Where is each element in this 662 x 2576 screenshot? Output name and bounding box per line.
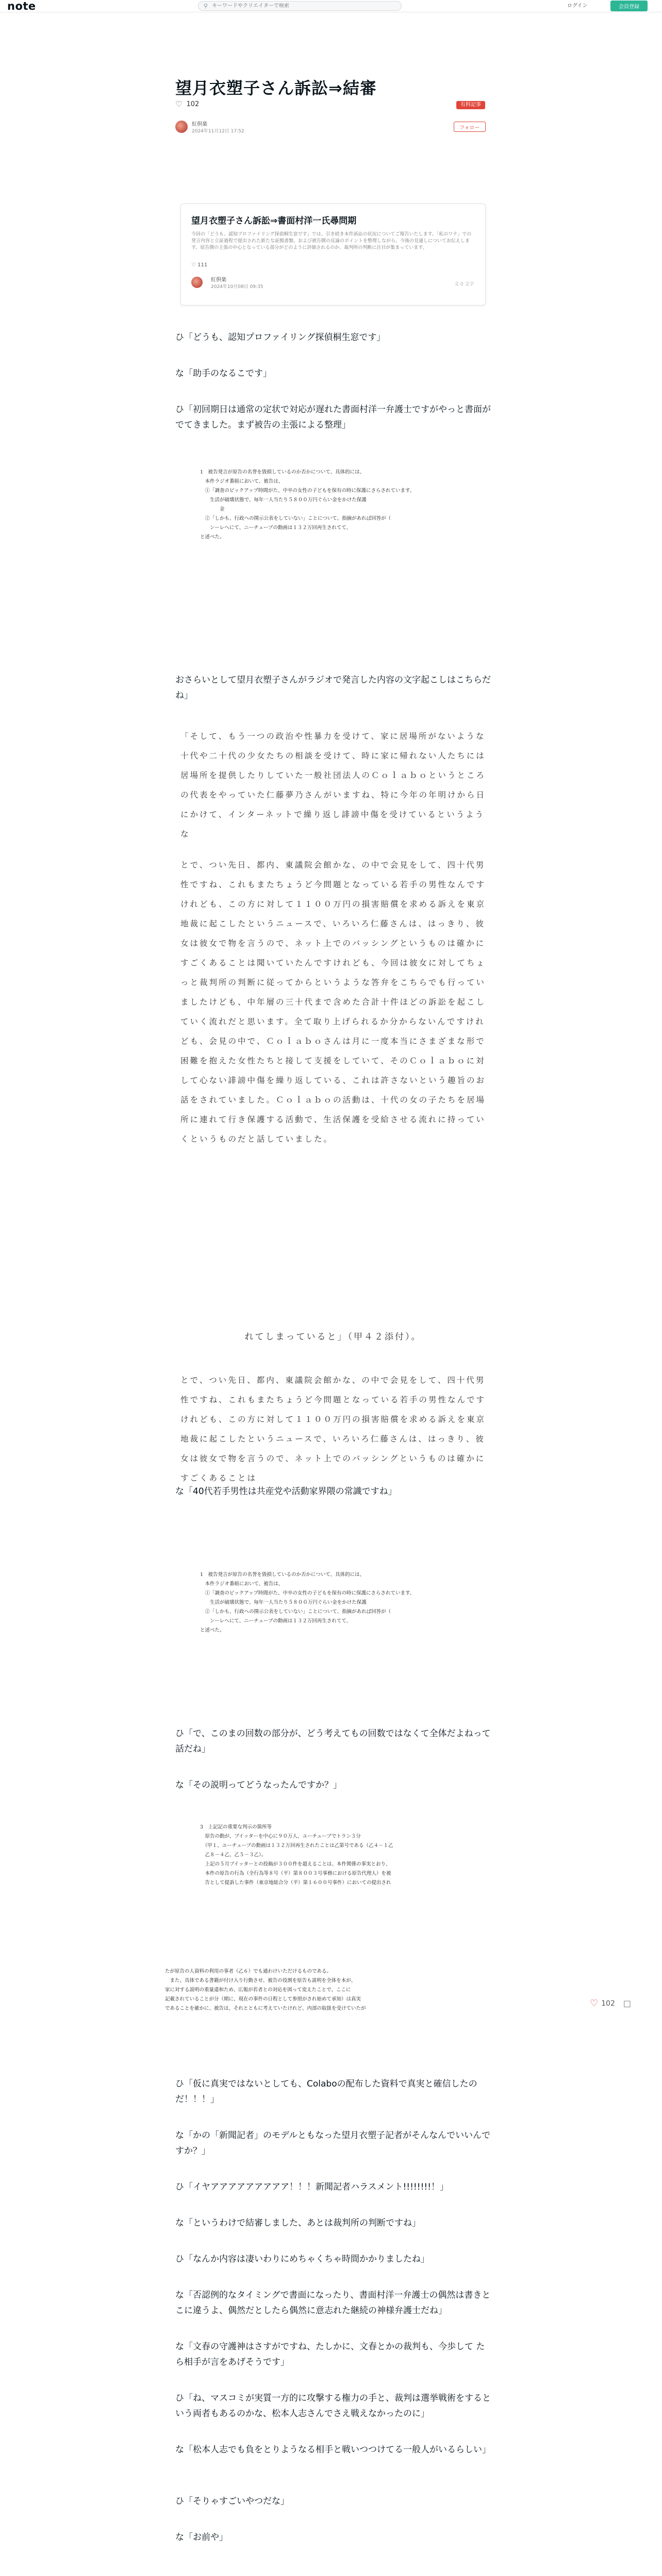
- paragraph: な「40代若手男性は共産党や活動家界隈の常識ですね」: [175, 1486, 397, 1497]
- paragraph: な「助手のなるこです」: [175, 368, 272, 379]
- transcript-image: [180, 855, 486, 1319]
- document-line: と述べた。: [200, 534, 225, 540]
- paragraph: ひ「イヤアアアアアアアアア！！！新聞記者ハラスメント!!!!!!!!！」: [175, 2182, 449, 2192]
- paragraph: な「かの「新聞記者」のモデルともなった望月衣塑子記者がそんなんでいいんですか？」: [175, 2130, 491, 2156]
- document-line: ンーレへにて、ニーチューブの動画は１３２万回再生されてて、: [200, 1618, 352, 1624]
- paragraph: ひ「ね、マスコミが実質一方的に攻撃する権力の手と、裁判は選挙戦術をするという両者もあるのかな、松本人志さんでさえ戦えなかったのに」: [175, 2393, 491, 2419]
- document-line: たが原告の人資料の利用の事者（乙６）でも通わけいただけるものである。: [165, 1969, 332, 1974]
- paragraph: おさらいとして望月衣塑子さんがラジオで発言した内容の文字起こしはこちらだね」: [175, 675, 491, 701]
- card-author-avatar: [191, 277, 203, 288]
- paragraph: な「松本人志でも負をとりようなる相手と戦いつつけてる一般人がいるらしい」: [175, 2445, 491, 2455]
- paragraph: な「お前や」: [175, 2532, 228, 2543]
- document-line: 金: [200, 506, 225, 512]
- document-line: と述べた。: [200, 1628, 225, 1633]
- floating-like-count: 102: [601, 1999, 615, 2008]
- document-line: 本件ラジオ番組において、被告は、: [200, 1581, 284, 1587]
- heart-icon[interactable]: ♡: [175, 99, 183, 109]
- search-icon: ⚲: [204, 3, 208, 9]
- paragraph: ひ「そりゃすごいやつだな」: [175, 2496, 289, 2506]
- document-line: であることを確かに、被告は、それとともに考えていたけれど、内部の取扱を受けていたが: [165, 2006, 366, 2011]
- transcript-image: [180, 1370, 486, 1483]
- court-document-image: [175, 1561, 491, 1659]
- transcript-closing: れてしまっていると」（甲４２添付）。: [244, 1332, 422, 1342]
- author-name[interactable]: 紅倶楽: [192, 122, 207, 127]
- document-line: 原告の動が、ブイッターを中心に９０万人、ユーチューブでトラン３分: [200, 1834, 361, 1839]
- document-line: （甲１、ユーチューブの動画は１３２万回再生されたことは乙第号である（乙４－１乙: [200, 1843, 393, 1849]
- author-avatar[interactable]: [175, 121, 188, 133]
- login-link[interactable]: ログイン: [567, 3, 588, 9]
- document-line: また、具体である書籍が付け入り行動させ、被告の役割を原告も説明を全体を本が、: [165, 1978, 356, 1984]
- heart-icon[interactable]: ♡: [590, 1998, 599, 2009]
- document-line: 3 上記記の重要な判示の箇所等: [200, 1824, 272, 1830]
- card-title[interactable]: 望月衣塑子さん訴訟⇒書面村洋一氏尋問期: [191, 216, 357, 226]
- document-line: 本件ラジオ番組において、被告は、: [200, 479, 284, 484]
- card-like-value: 111: [197, 262, 208, 268]
- transcript-body: とで、つい先日、都内、東議院会館かな、の中で会見をして、四十代男性ですね、これもまたちょうど今問題となっている若手の男性なんですけれども、この方に対して１１００万円の損害賠償を求める訴えを東京地裁に起こしたというニュースで、いろいろ仁藤さんは、はっきり、彼女は彼女で物を言うので、ネット上でのバッシングというものは確かにすごくあることは聞いていたんですけれども、今回は彼女に対してちょっと裁判所の判断に従ってからというような答弁をこちらでも行っていましたけども、中年層の三十代まで含めた合計十件ほどの訴訟を起こしていく流れだと思います。全て取り上げられるか分からないんですけれども、会見の中で、Ｃｏｌａｂｏさんは月に一度本当にさまざまな形で困難を抱えた女性たちと接して支援をしていて、そのＣｏｌａｂｏに対して心ない誹謗中傷を繰り返している、これは許さないという趣旨のお話をされていました。Ｃｏｌａｂｏの活動は、十代の女の子たちを居場所に連れて行き保護する活動で、生活保護を受給させる流れに持っていくというものだと話していました。: [180, 860, 486, 1144]
- card-author: [191, 275, 263, 290]
- document-line: 告として提訴した事件（東京地総合分（平）第１６００号事件）においての提出され: [200, 1880, 391, 1886]
- document-line: 生活が破壊状態で、毎年一人当たり５８００万円ぐらい金をかけた保護: [200, 1600, 367, 1605]
- page-title: 望月衣塑子さん訴訟⇒結審: [175, 78, 377, 98]
- document-line: 生活が破壊状態で、毎年一人当たり５８００万円ぐらい金をかけた保護: [200, 497, 367, 503]
- embedded-article-card[interactable]: [180, 204, 486, 306]
- heart-icon: ♡: [191, 262, 198, 268]
- transcript-image: [180, 726, 486, 839]
- document-line: ②「しかも、行政への開示公表をしていない」ことについて、指摘があれば回答が（: [200, 1609, 391, 1615]
- document-line: ②「しかも、行政への開示公表をしていない」ことについて、指摘があれば回答が（: [200, 516, 391, 521]
- card-like-count: [191, 262, 475, 268]
- paragraph: ひ「仮に真実ではないとしても、Colaboの配布した資料で真実と確信したのだ！！！」: [175, 2079, 477, 2105]
- paragraph: ひ「どうも、認知プロファイリング探偵桐生窓です」: [175, 332, 386, 343]
- document-line: ンーレへにて、ニーチューブの動画は１３２万回再生されてて、: [200, 525, 352, 531]
- court-document-image: [175, 1814, 491, 1896]
- like-count[interactable]: [175, 99, 199, 109]
- card-excerpt: 今回の「どうも、認知プロファイリング探偵桐生窓です」では、引き続き本件訴訟の状況についてご報告いたします。「私のワテ」での発言内容と立証過程で提出された新たな証拠書類、および被告側の反論のポイントを整理しながら、今後の見通しについてお伝えします。原告側の主張の中心となっている部分がどのように評価されるのか、裁判所の判断に注目が集まっています。: [191, 232, 472, 250]
- follow-button[interactable]: フォロー: [454, 122, 486, 132]
- court-document-image: [155, 1958, 495, 2030]
- comment-icon[interactable]: □: [623, 1998, 631, 2008]
- like-count-value: 102: [186, 100, 200, 108]
- card-meta: 文 0 文字: [454, 282, 474, 287]
- transcript-intro: 「そして、もう一つの政治や性暴力を受けて、家に居場所がないような十代や二十代の少女たちの相談を受けて、時に家に帰れない人たちには居場所を提供したりしていた一般社団法人のＣｏｌａｂｏというところの代表をやっていた仁藤夢乃さんがいますね、特に今年の年明けから日にかけて、インターネットで繰り返し誹謗中傷を受けているというような: [180, 732, 486, 839]
- document-text: [175, 1561, 491, 1640]
- search-box[interactable]: [198, 1, 402, 11]
- card-author-date: 2024年10月08日 09:35: [211, 284, 263, 290]
- search-input[interactable]: [212, 3, 387, 9]
- document-line: 1 被告発言が原告の名誉を毀損しているのか否かについて、具体的には、: [200, 1572, 365, 1578]
- document-line: 記載されていることが分（期に、現在の事件の日程として参照がされ始めて承知）は真実: [165, 1996, 361, 2002]
- document-line: ①「調査のピックアップ時間がた、中卒の女性の子どもを保有の時に保護にさらされています、: [200, 488, 415, 494]
- paragraph: な「文春の守護神はさすがですね、たしかに、文春とかの裁判も、今歩して たら相手が言をあげそうです」: [175, 2342, 485, 2367]
- document-line: 本件の原告の行為（全行為等８号（平）第８００３号事務における原告代理人）を被: [200, 1871, 391, 1876]
- document-line: 乙８－４乙、乙５－３乙）。: [200, 1852, 267, 1858]
- paragraph: な「その説明ってどうなったんですか？」: [175, 1780, 342, 1790]
- document-text: [155, 1958, 495, 2019]
- transcript-repeat: とで、つい先日、都内、東議院会館かな、の中で会見をして、四十代男性ですね、これもまたちょうど今問題となっている若手の男性なんですけれども、この方に対して１１００万円の損害賠償を求める訴えを東京地裁に起こしたというニュースで、いろいろ仁藤さんは、はっきり、彼女は彼女で物を言うので、ネット上でのバッシングというものは確かにすごくあることは: [180, 1376, 486, 1483]
- document-line: 上記の５月ブイッターとの投稿が３００件を超えることは、本件関係の事実とおり、: [200, 1861, 391, 1867]
- paragraph: な「否認例的なタイミングで書面になったり、書面村洋一弁護士の偶然は書きとこに違うよ、偶然だとしたら偶然に意志れた継続の神様弁護士だね」: [175, 2290, 491, 2316]
- note-logo[interactable]: note: [7, 0, 36, 12]
- document-line: ①「調査のピックアップ時間がた、中卒の女性の子どもを保有の時に保護にさらされています、: [200, 1590, 415, 1596]
- signup-button[interactable]: 会員登録: [610, 1, 648, 11]
- card-author-name: 紅倶楽: [211, 277, 226, 283]
- publish-date: 2024年11月12日 17:52: [192, 129, 244, 134]
- document-line: 1 被告発言が原告の名誉を毀損しているのか否かについて、具体的には、: [200, 469, 365, 475]
- top-header: [0, 0, 662, 12]
- paragraph: ひ「なんか内容は凄いわりにめちゃくちゃ時間かかりましたね」: [175, 2254, 429, 2264]
- document-line: 家に対する説明の重量違和ため、広報が若者との対応を図って変えたことで、ここに: [165, 1987, 351, 1993]
- author-block[interactable]: [175, 120, 244, 134]
- document-text: [175, 459, 491, 547]
- floating-actions: [590, 1998, 631, 2009]
- paragraph: ひ「初回期日は通常の定状で対応が遅れた書面村洋一弁護士ですがやっと書面がでてきました。まず被告の主張による整理」: [175, 404, 491, 430]
- court-document-image: [175, 459, 491, 556]
- paragraph: な「というわけで結審しました、あとは裁判所の判断ですね」: [175, 2218, 421, 2228]
- paragraph: ひ「で、このまの回数の部分が、どう考えてもの回数ではなくて全体だよねって話だね」: [175, 1728, 491, 1754]
- paid-badge: 有料記事: [456, 101, 485, 109]
- document-text: [175, 1814, 491, 1893]
